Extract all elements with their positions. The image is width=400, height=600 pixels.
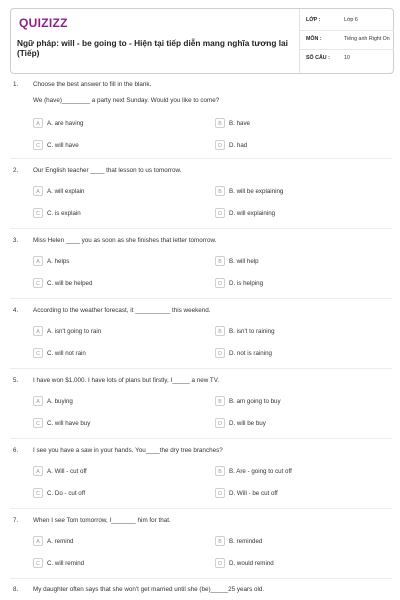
option-text: D. Will - be cut off: [229, 490, 278, 497]
option-text: D. will be buy: [229, 420, 266, 427]
question-divider: [10, 158, 392, 159]
question-text: I see you have a saw in your hands. You____the dry tree branches?: [33, 447, 223, 454]
option-letter-box: C: [33, 278, 43, 288]
option-text: A. will explain: [47, 188, 85, 195]
option-text: C. will have buy: [47, 420, 91, 427]
option-letter-box: B: [215, 466, 225, 476]
question-text: When I see Tom tomorrow, I_______ him for that.: [33, 517, 171, 524]
question-divider: [10, 298, 392, 299]
option-letter-box: C: [33, 208, 43, 218]
question-divider: [10, 508, 392, 509]
option-letter-box: C: [33, 418, 43, 428]
option-text: A. isn't going to rain: [47, 328, 102, 335]
option-letter-box: A: [33, 186, 43, 196]
option-letter-box: B: [215, 326, 225, 336]
meta-row-subject: [300, 31, 394, 50]
question-number: 3.: [13, 237, 19, 244]
option-text: B. am going to buy: [229, 398, 281, 405]
option-letter-box: D: [215, 348, 225, 358]
question-number: 2.: [13, 167, 19, 174]
question-text: Miss Helen ____ you as soon as she finishes that letter tomorrow.: [33, 237, 217, 244]
option-letter-box: C: [33, 348, 43, 358]
option-letter-box: B: [215, 256, 225, 266]
option-letter-box: C: [33, 558, 43, 568]
option-text: B. reminded: [229, 538, 263, 545]
question-divider: [10, 228, 392, 229]
question-text-line2: We (have)________ a party next Sunday. Would you like to come?: [33, 97, 220, 104]
option-text: C. will have: [47, 142, 79, 149]
option-letter-box: D: [215, 208, 225, 218]
option-letter-box: D: [215, 140, 225, 150]
option-text: B. isn't to raining: [229, 328, 275, 335]
meta-label: SỐ CÂU :: [306, 55, 330, 61]
question-number: 6.: [13, 447, 19, 454]
option-text: A. are having: [47, 120, 84, 127]
option-letter-box: B: [215, 536, 225, 546]
option-text: D. is helping: [229, 280, 264, 287]
option-text: C. will be helped: [47, 280, 93, 287]
option-letter-box: A: [33, 396, 43, 406]
option-text: C. Do - cut off: [47, 490, 86, 497]
question-text: According to the weather forecast, it __________ this weekend.: [33, 307, 211, 314]
option-text: A. helps: [47, 258, 70, 265]
option-letter-box: B: [215, 396, 225, 406]
option-text: A. remind: [47, 538, 74, 545]
option-letter-box: D: [215, 558, 225, 568]
meta-row-class: [300, 12, 394, 31]
question-text: Our English teacher ____ that lesson to us tomorrow.: [33, 167, 182, 174]
option-letter-box: C: [33, 140, 43, 150]
question-number: 7.: [13, 517, 19, 524]
option-text: B. Are - going to cut off: [229, 468, 292, 475]
question-number: 4.: [13, 307, 19, 314]
option-letter-box: A: [33, 326, 43, 336]
option-text: D. will explaining: [229, 210, 276, 217]
option-letter-box: A: [33, 466, 43, 476]
option-text: C. will not rain: [47, 350, 86, 357]
option-text: D. would remind: [229, 560, 274, 567]
meta-value: 10: [344, 55, 350, 61]
quizizz-logo: QUIZIZZ: [19, 16, 68, 30]
meta-label: LỚP :: [306, 17, 321, 23]
question-divider: [10, 578, 392, 579]
worksheet-title: Ngữ pháp: will - be going to - Hiện tại tiếp diễn mang nghĩa tương lai (Tiếp): [17, 38, 288, 58]
meta-value: Tiếng anh Right On: [344, 36, 390, 42]
question-divider: [10, 438, 392, 439]
question-number: 8.: [13, 586, 19, 593]
option-text: D. had: [229, 142, 248, 149]
option-text: C. is explain: [47, 210, 81, 217]
question-number: 1.: [13, 81, 19, 88]
option-letter-box: A: [33, 118, 43, 128]
option-text: D. not is raining: [229, 350, 272, 357]
option-letter-box: D: [215, 278, 225, 288]
worksheet-header: [10, 8, 394, 74]
option-text: C. will remind: [47, 560, 85, 567]
option-text: B. have: [229, 120, 250, 127]
meta-value: Lớp 6: [344, 17, 358, 23]
option-letter-box: A: [33, 536, 43, 546]
option-letter-box: A: [33, 256, 43, 266]
meta-table: [299, 9, 394, 73]
question-divider: [10, 368, 392, 369]
question-text: I have won $1,000. I have lots of plans but firstly, I_____ a new TV.: [33, 377, 220, 384]
option-letter-box: D: [215, 488, 225, 498]
option-text: B. will be explaining: [229, 188, 284, 195]
meta-row-count: [300, 50, 394, 68]
question-text: Choose the best answer to fill in the blank.: [33, 81, 152, 88]
option-text: A. Will - cut off: [47, 468, 87, 475]
option-letter-box: B: [215, 186, 225, 196]
question-number: 5.: [13, 377, 19, 384]
option-text: A. buying: [47, 398, 73, 405]
meta-label: MÔN :: [306, 36, 322, 42]
option-text: B. will help: [229, 258, 259, 265]
option-letter-box: B: [215, 118, 225, 128]
option-letter-box: C: [33, 488, 43, 498]
question-text: My daughter often says that she won't get married until she (be)_____25 years old.: [33, 586, 265, 593]
option-letter-box: D: [215, 418, 225, 428]
